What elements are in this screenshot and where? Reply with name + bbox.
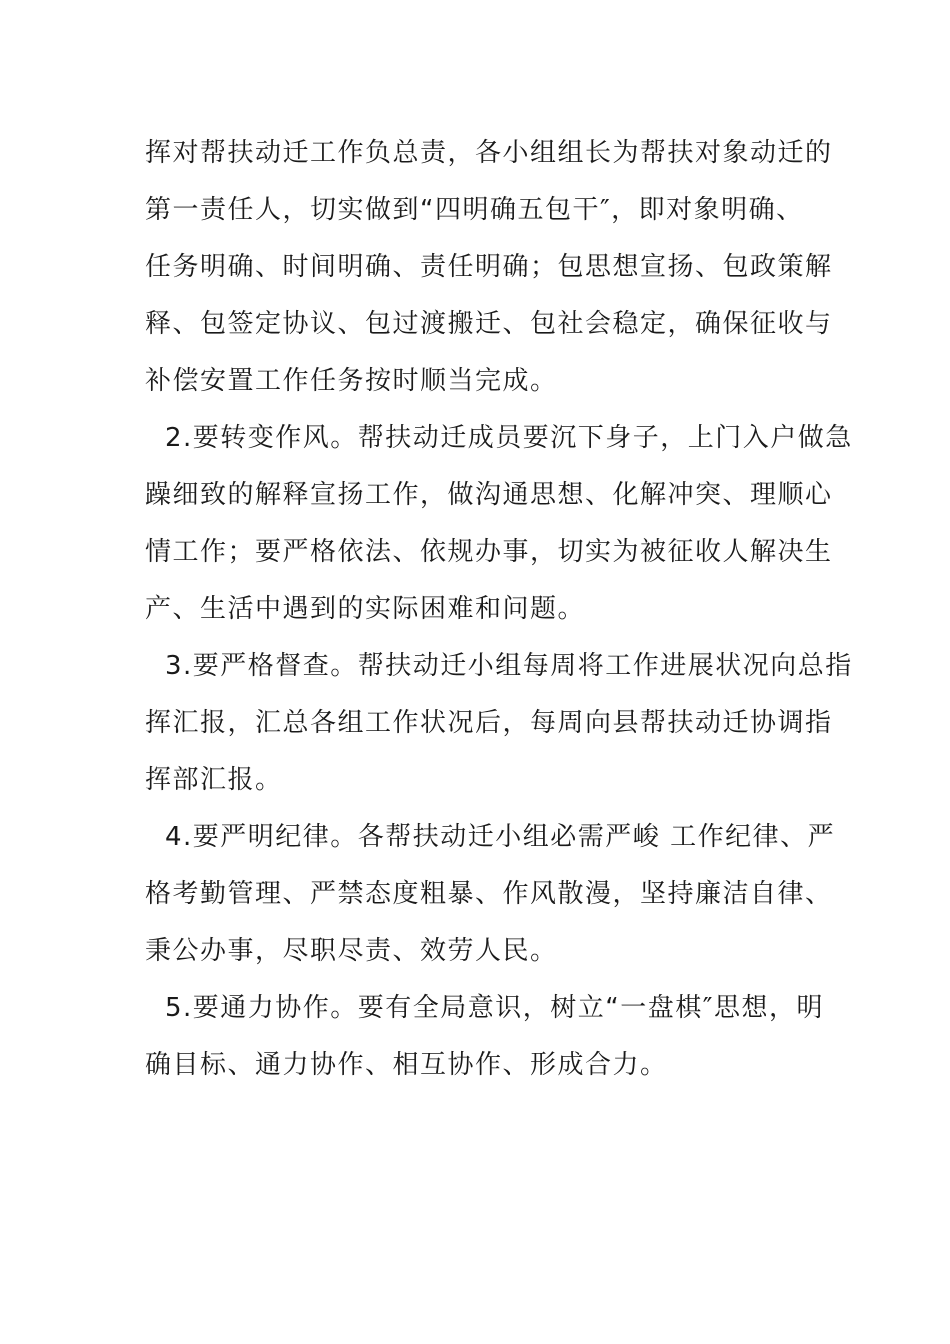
paragraph-2-first-line: 2.要转变作风。帮扶动迁成员要沉下身子，上门入户做急: [165, 423, 853, 453]
text-line: 情工作；要严格依法、依规办事，切实为被征收人解决生: [145, 537, 833, 567]
text-line: 秉公办事，尽职尽责、效劳人民。: [145, 936, 558, 966]
text-line: 任务明确、时间明确、责任明确；包思想宣扬、包政策解: [145, 252, 833, 282]
text-line: 挥汇报，汇总各组工作状况后，每周向县帮扶动迁协调指: [145, 708, 833, 738]
paragraph-4-first-line: 4.要严明纪律。各帮扶动迁小组必需严峻 工作纪律、严: [165, 822, 836, 852]
text-line: 释、包签定协议、包过渡搬迁、包社会稳定，确保征收与: [145, 309, 833, 339]
paragraph-5-first-line: 5.要通力协作。要有全局意识，树立“一盘棋″思想，明: [165, 993, 824, 1023]
text-line: 确目标、通力协作、相互协作、形成合力。: [145, 1050, 668, 1080]
text-line: 补偿安置工作任务按时顺当完成。: [145, 366, 558, 396]
text-line: 第一责任人，切实做到“四明确五包干″，即对象明确、: [145, 195, 804, 225]
text-line: 产、生活中遇到的实际困难和问题。: [145, 594, 586, 624]
text-line: 格考勤管理、严禁态度粗暴、作风散漫，坚持廉洁自律、: [145, 879, 833, 909]
paragraph-3-first-line: 3.要严格督查。帮扶动迁小组每周将工作进展状况向总指: [165, 651, 853, 681]
text-line: 挥对帮扶动迁工作负总责，各小组组长为帮扶对象动迁的: [145, 138, 833, 168]
text-line: 躁细致的解释宣扬工作，做沟通思想、化解冲突、理顺心: [145, 480, 833, 510]
text-line: 挥部汇报。: [145, 765, 283, 795]
